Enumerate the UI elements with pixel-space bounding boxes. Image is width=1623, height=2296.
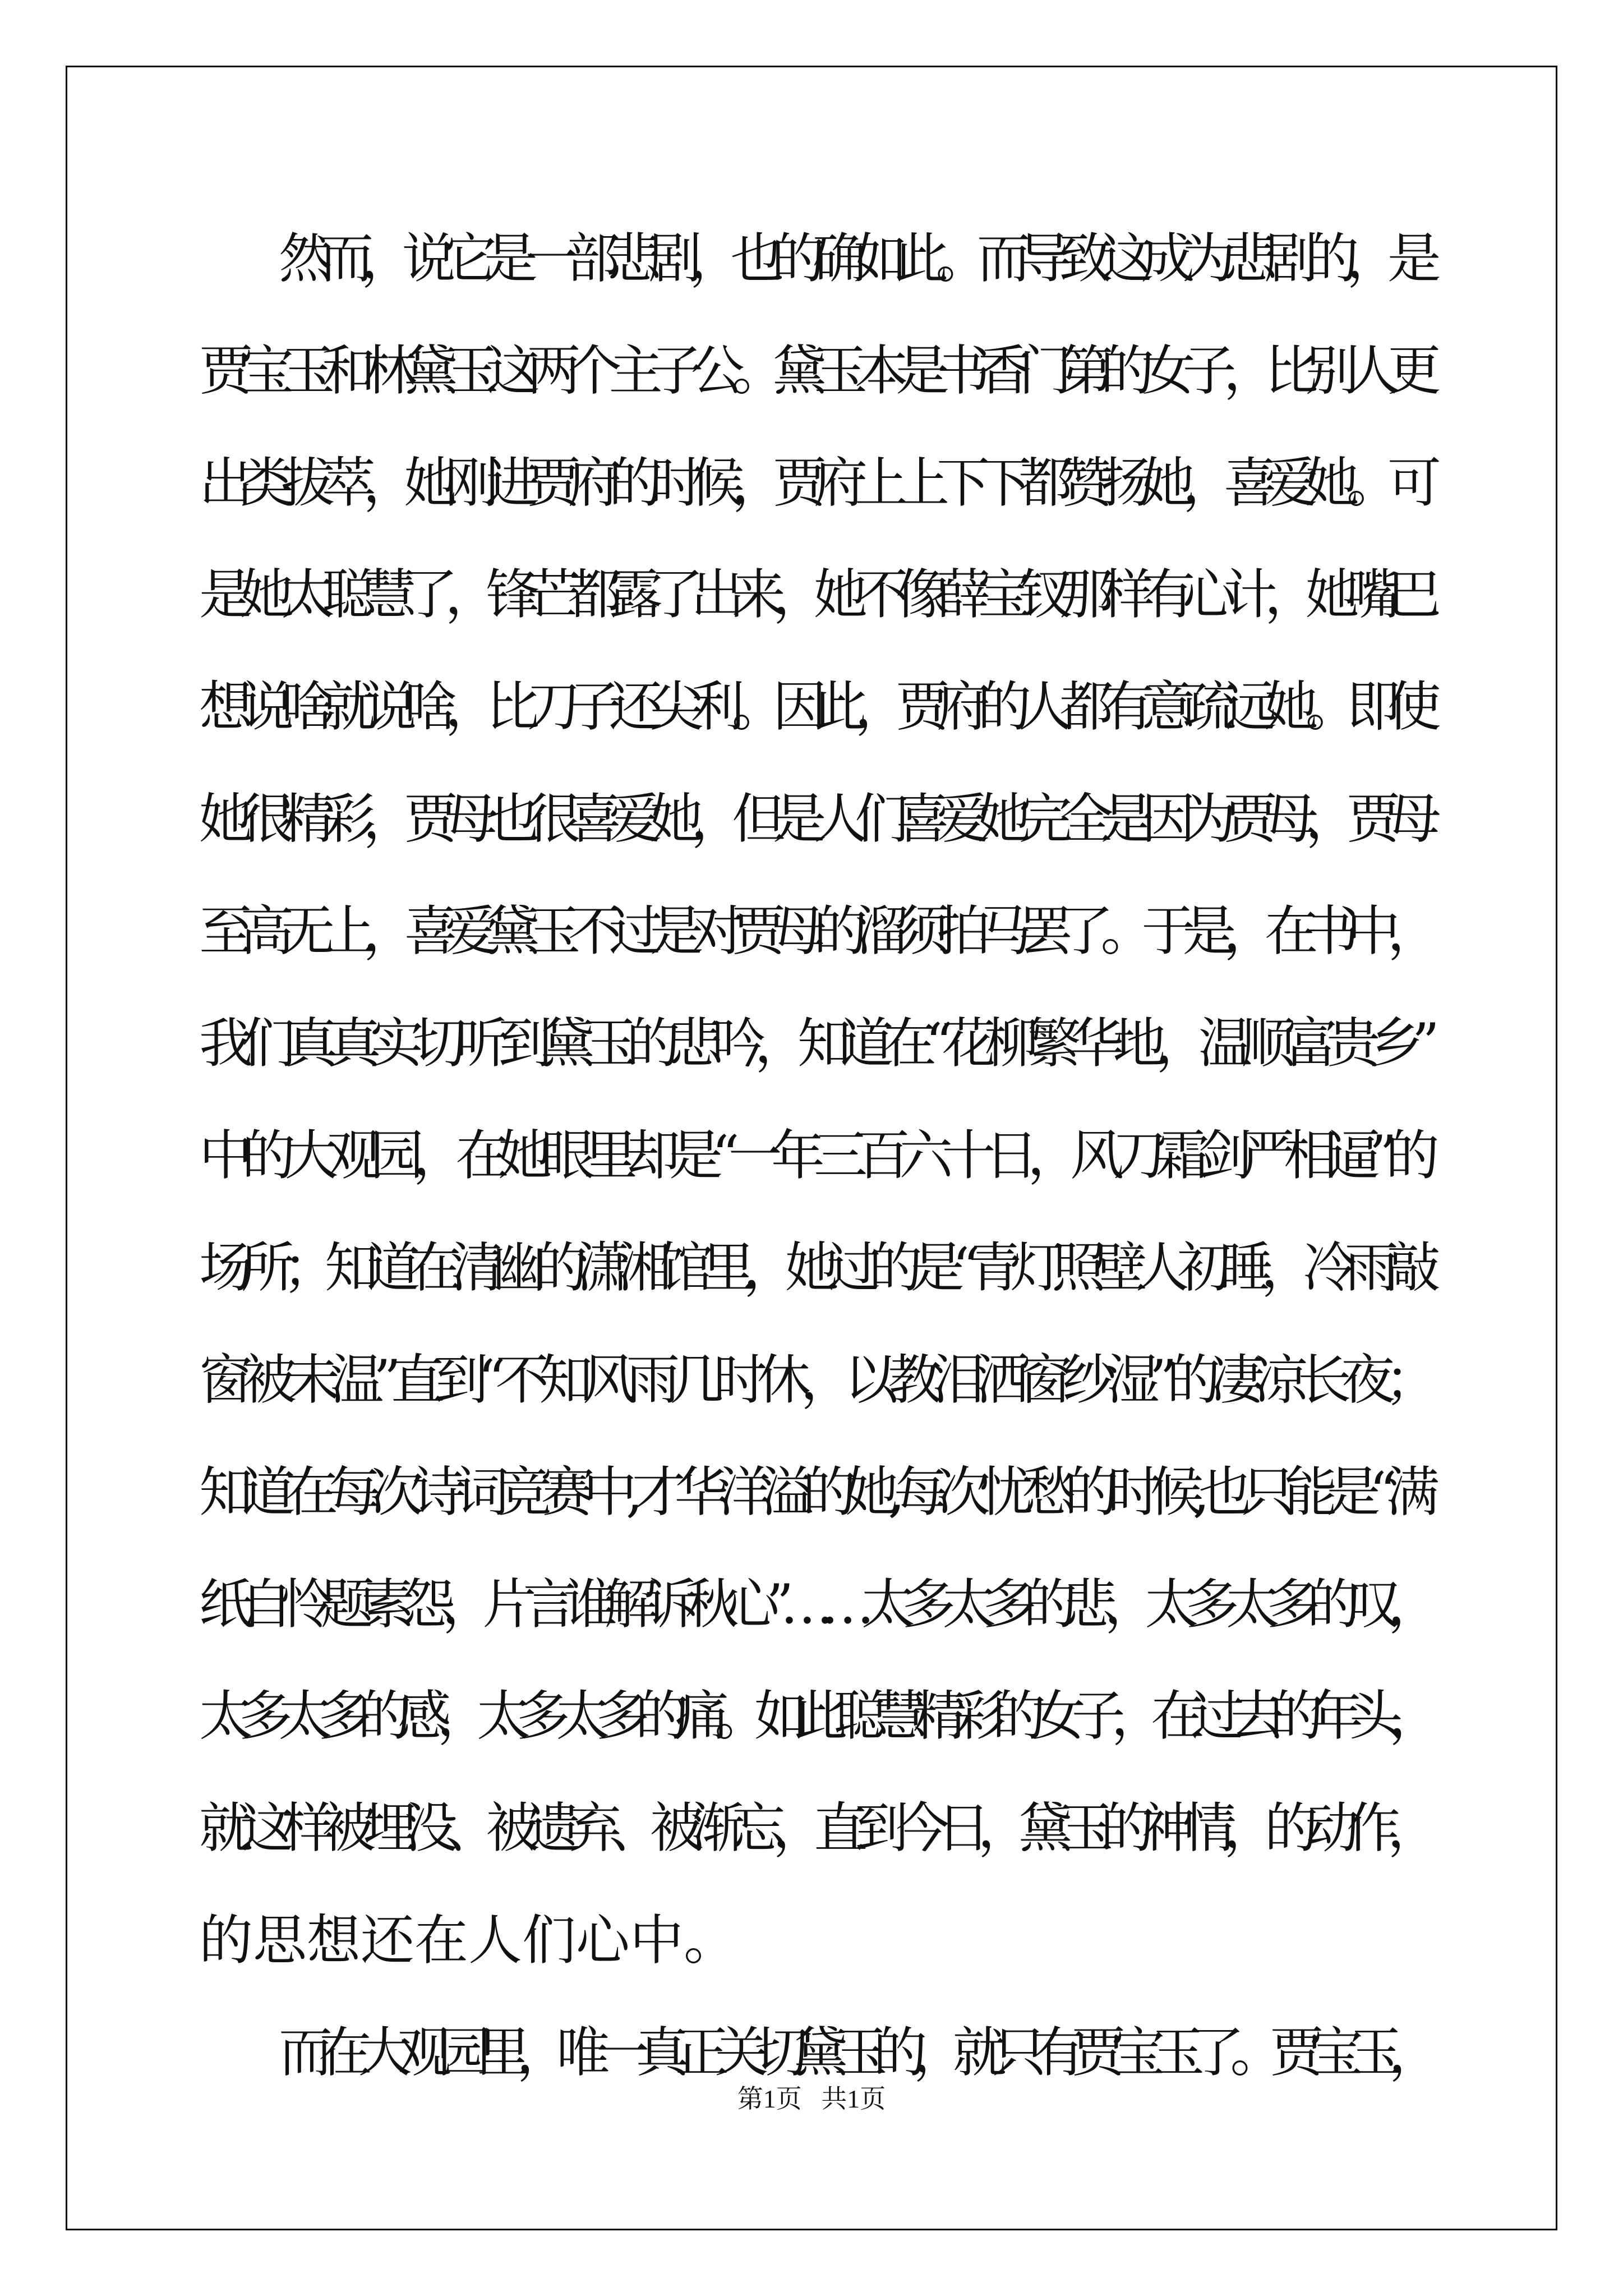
paragraph-line: 中的大观园，在她眼里却是“一年三百六十日，风刀霜剑严相逼”的 — [199, 1124, 1428, 1187]
paragraph-line: 至高无上，喜爱黛玉不过是对贾母的溜须拍马罢了。于是，在书中， — [199, 900, 1428, 963]
paragraph-line: 的思想还在人们心中。 — [199, 1909, 737, 1972]
paragraph-line: 就这样被埋没、被遗弃、被渐忘，直到今日，黛玉的神情，的动作， — [199, 1797, 1428, 1860]
paragraph-line: 贾宝玉和林黛玉这两个主子公。黛玉本是书香门第的女子，比别人更 — [199, 339, 1428, 402]
paragraph-line: 知道在每次诗词竞赛中,才华洋溢的她,每次忧愁的时候,也只能是“满 — [199, 1461, 1428, 1524]
paragraph-line: 然而，说它是一部悲剧，也的确如此。而导致这成为悲剧的，是 — [279, 227, 1428, 290]
paragraph-line: 而在大观园里，唯一真正关切黛玉的，就只有贾宝玉了。贾宝玉， — [279, 2021, 1428, 2084]
paragraph-line: 纸自怜题素怨，片言谁解诉秋心”……太多太多的悲，太多太多的叹， — [199, 1573, 1428, 1636]
paragraph-line: 场所；知道在清幽的潇湘馆里，她过的是“青灯照壁人初睡，冷雨敲 — [199, 1236, 1428, 1299]
paragraph-line: 太多太多的感，太多太多的痛。如此聪慧精彩的女子，在过去的年头， — [199, 1685, 1428, 1747]
paragraph-line: 是她太聪慧了，锋芒都露了出来，她不像薛宝钗那样有心计，她嘴巴 — [199, 563, 1428, 626]
paragraph-line: 窗被未温”直到“不知风雨几时休，以教泪洒窗纱湿”的凄凉长夜； — [199, 1349, 1428, 1411]
paragraph-line: 想说啥就说啥，比刀子还尖利。因此，贾府的人都有意疏远她。即使 — [199, 675, 1428, 738]
page-footer: 第1页 共1页 — [737, 2085, 886, 2113]
paragraph-line: 她很精彩，贾母也很喜爱她，但是人们喜爱她完全是因为贾母，贾母 — [199, 788, 1428, 850]
paragraph-line: 我们真真实切听到黛玉的悲吟，知道在“花柳繁华地，温顺富贵乡” — [199, 1012, 1428, 1075]
paragraph-line: 出类拔萃，她刚进贾府的时候，贾府上上下下都赞扬她，喜爱她。可 — [199, 452, 1428, 514]
